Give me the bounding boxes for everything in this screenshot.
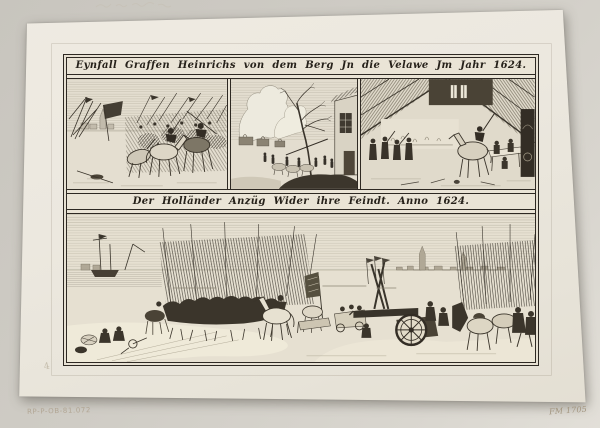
caption-band-text: Der Holländer Anzüg Wider ihre Feindt. Anno 1624.	[132, 195, 470, 207]
caption-band	[67, 194, 535, 209]
pencil-catalog-number: FM 1705	[548, 404, 588, 417]
pencil-scribble	[92, 0, 177, 14]
farmhouse-plunder-engraving	[361, 79, 535, 189]
plate-inner-frame	[66, 57, 536, 363]
panel-row	[67, 79, 535, 189]
cavalry-battle-engraving	[67, 79, 227, 189]
title-band-text: Eynfall Graffen Heinrichs von dem Berg Jn die Velawe Jm Jahr 1624.	[75, 60, 527, 72]
burning-village-engraving	[231, 79, 358, 189]
panel-farmhouse-plunder	[361, 79, 535, 189]
paper-corner-mark: 4	[43, 361, 51, 373]
panel-army-march	[67, 214, 535, 362]
army-march-engraving	[67, 214, 535, 362]
engraved-plate	[63, 54, 539, 366]
panel-village-burning	[231, 79, 358, 189]
panel-cavalry-battle	[67, 79, 227, 189]
title-band	[67, 58, 535, 74]
pencil-inventory-number: RP-P-OB-81.072	[26, 406, 92, 416]
